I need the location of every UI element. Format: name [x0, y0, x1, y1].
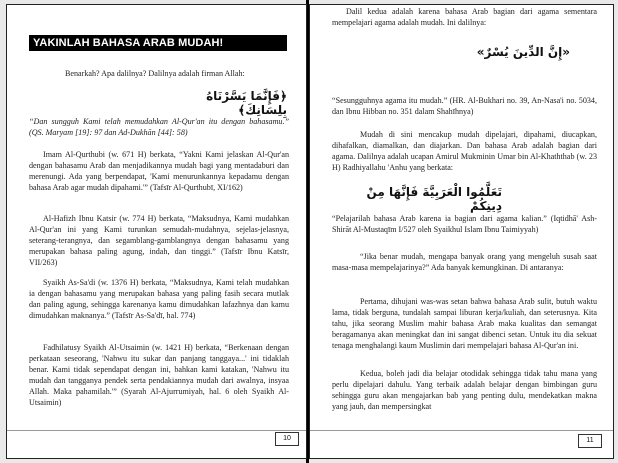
- right-paragraph-4: “Pelajarilah bahasa Arab karena ia bagian dari agama kalian.” (Iqtidhā' Ash-Shirāt Al-Mustaqīm I/527 oleh Syaikhul Islam Ibnu Taimiyyah): [332, 214, 597, 234]
- left-page: [6, 4, 307, 459]
- right-paragraph-5: “Jika benar mudah, mengapa banyak orang yang mengeluh susah saat masa-masa mempelajarinya?” Ada banyak kemungkinan. Di antaranya:: [332, 252, 597, 272]
- right-paragraph-7: Kedua, boleh jadi dia belajar otodidak sehingga tidak tahu mana yang perlu dipelajari dahulu. Yang terbaik adalah belajar dengan bimbingan guru sehingga guru akan mengajarkan bab yang penting dulu, mendekatkan makna yang jauh, dan mempersingkat: [332, 369, 597, 411]
- right-arabic-hadith: «إِنَّ الدِّينَ يُسْرٌ»: [476, 45, 570, 59]
- right-paragraph-3: Mudah di sini mencakup mudah dipelajari, dipahami, diucapkan, dihafalkan, diamalkan, dan diajarkan. Dan bahasa Arab adalah bagian dari agama. Dalilnya adalah ucapan Amirul Mukminin Umar bin Al-Khaththab (w. 23 H) Radhiyallahu 'Anhu yang berkata:: [332, 130, 597, 172]
- right-page-number: 11: [578, 434, 602, 448]
- left-paragraph-5: Syaikh As-Sa'di (w. 1376 H) berkata, “Maksudnya, Kami telah mudahkan ia dengan bahasamu yang merupakan bahasa yang paling fasih secara mutlak dan paling agung, sehingga karenanya kamu dimudahkan lafazhnya dan kamu dimudahkan maknanya.” (Tafsīr As-Sa'dī, hal. 774): [29, 278, 289, 320]
- left-paragraph-1: Benarkah? Apa dalilnya? Dalilnya adalah firman Allah:: [65, 69, 245, 78]
- left-arabic-verse: ﴿فَإِنَّمَا يَسَّرْنَاهُ بِلِسَانِكَ﴾: [206, 89, 287, 117]
- right-page: [309, 4, 614, 459]
- left-page-number: 10: [275, 432, 299, 446]
- left-footer-line: [7, 430, 306, 431]
- left-paragraph-6: Fadhilatusy Syaikh Al-Utsaimin (w. 1421 H) berkata, “Berkenaan dengan perkataan seseorang, 'Nahwu itu sukar dan panjang tanggaya...' ini tidaklah benar. Kami tidak sependapat dengan ini, bahkan kami katakan, 'Nahwu itu mudah dan tangganya pendek serta pendakiannya mudah dari awalnya, insyaa Allah. Maka pahamilah.'” (Syarah Al-Ajurrumiyah, hal. 6 oleh Syaikh Al-Utsaimin): [29, 343, 289, 407]
- chapter-heading: YAKINLAH BAHASA ARAB MUDAH!: [29, 35, 287, 51]
- left-paragraph-4: Al-Hafizh Ibnu Katsir (w. 774 H) berkata, “Maksudnya, Kami mudahkan Al-Qur'an ini yang Kami turunkan semudah-mudahnya, sejelas-jelasnya, seterang-terangnya, dan segamblang-gamblangnya dengan bahasamu yang merupakan bahasa paling agung, indah, dan tinggi.” (Tafsīr Ibnu Katsīr, VII/263): [29, 214, 289, 267]
- right-arabic-quote: تَعَلَّمُوا الْعَرَبِيَّةَ فَإِنَّهَا مِنْ دِينِكُمْ: [366, 185, 502, 213]
- right-footer-line: [310, 430, 613, 431]
- right-paragraph-6: Pertama, dihujani was-was setan bahwa bahasa Arab sulit, butuh waktu lama, tidak berguna, tundalah sampai liburan kerja/kuliah, dan seterusnya. Kita tahu, jika seorang Muslim mahir bahasa Arab maka kualitas dan semangat beragamanya akan meningkat dan ini sangat dibenci setan. Untuk itu dia sekuat tenaga menghalangi kaum Muslimin dari mempelajari bahasa Al-Qur'an ini.: [332, 297, 597, 350]
- left-paragraph-3: Imam Al-Qurthubi (w. 671 H) berkata, “Yakni Kami jelaskan Al-Qur'an dengan bahasamu Arab dan menjadikannya mudah bagi yang mentadaburi dan merenungi. Ada yang berpendapat, 'Kami menurunkannya kepadamu dengan bahasa Arab agar mudah dipahami.'” (Tafsīr Al-Qurthubī, XI/162): [29, 150, 289, 192]
- left-paragraph-2: “Dan sungguh Kami telah memudahkan Al-Qur'an itu dengan bahasamu.” (QS. Maryam [19]: 97 dan Ad-Dukhān [44]: 58): [29, 117, 289, 137]
- right-paragraph-2: “Sesungguhnya agama itu mudah.” (HR. Al-Bukhari no. 39, An-Nasa'i no. 5034, dan Ibnu Hibban no. 351 dalam Shahīhnya): [332, 96, 597, 116]
- right-paragraph-1: Dalil kedua adalah karena bahasa Arab bagian dari agama sementara mempelajari agama adalah mudah. Ini dalilnya:: [332, 7, 597, 27]
